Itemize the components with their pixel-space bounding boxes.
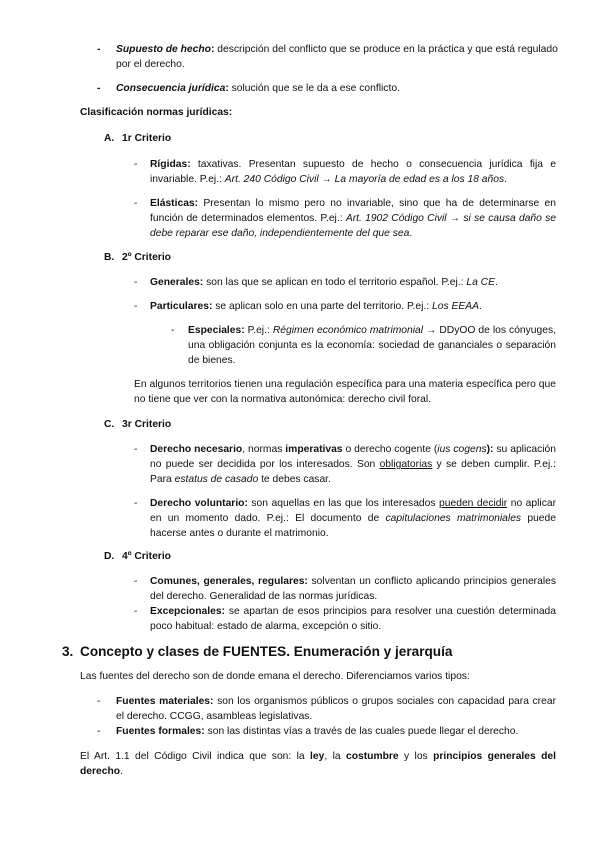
classification-heading: Clasificación normas jurídicas: (80, 107, 233, 118)
criterio-b-note: En algunos territorios tienen una regulación específica para una materia específica pero que no tiene que ver con la normativa autonómica: derecho civil foral. (134, 379, 556, 405)
section-3-number: 3. (62, 644, 74, 659)
bullet-marker: - (134, 301, 138, 312)
section-3-intro: Las fuentes del derecho son de donde emana el derecho. Diferenciamos varios tipos: (80, 671, 470, 682)
item-derecho-voluntario: Derecho voluntario: son aquellas en las que los interesados pueden decidir no aplicar en un momento dado. P.ej.: El documento de capitulaciones matrimoniales puede hacerse antes o durante el matrimonio. (150, 498, 556, 539)
item-rigidas: Rígidas: taxativas. Presentan supuesto de hecho o consecuencia jurídica fija e invariable. P.ej.: Art. 240 Código Civil → La mayoría de edad es a los 18 años. (150, 159, 556, 185)
bullet-text: Supuesto de hecho: descripción del conflicto que se produce en la práctica y que está regulado por el derecho. (116, 44, 558, 70)
item-particulares: Particulares: se aplican solo en una parte del territorio. P.ej.: Los EEAA. (150, 301, 482, 312)
section-3-title: Concepto y clases de FUENTES. Enumeración y jerarquía (80, 644, 453, 659)
bullet-text: Consecuencia jurídica: solución que se le da a ese conflicto. (116, 83, 400, 94)
bullet-marker: - (134, 159, 138, 170)
item-excepcionales: Excepcionales: se apartan de esos principios para resolver una cuestión determinada poco habitual: estado de alarma, excepción o sitio. (150, 606, 556, 632)
bullet-marker: - (134, 444, 138, 455)
item-especiales: Especiales: P.ej.: Régimen económico matrimonial → DDyOO de los cónyuges, una obligación conjunta es la economía: sociedad de gananciales o separación de bienes. (188, 325, 556, 366)
term: Supuesto de hecho (116, 44, 211, 55)
bullet-marker: - (97, 726, 101, 737)
item-derecho-necesario: Derecho necesario, normas imperativas o derecho cogente (ius cogens): su aplicación no puede ser decidida por los interesados. Son obligatorias y se deben cumplir. P.ej.: Para estatus de casado te debes casar. (150, 444, 557, 485)
bullet-marker: - (97, 696, 101, 707)
criterio-d-title: 4º Criterio (122, 551, 171, 562)
item-elasticas: Elásticas: Presentan lo mismo pero no invariable, sino que ha de determinarse en función de determinados elementos. P.ej.: Art. 1902 Código Civil → si se causa daño se debe reparar ese daño, independientemente del que sea. (150, 198, 556, 239)
criterio-b-title: 2º Criterio (122, 252, 171, 263)
item-fuentes-materiales: Fuentes materiales: son los organismos públicos o grupos sociales con capacidad para crear el derecho. CCGG, asambleas legislativas. (116, 696, 556, 722)
criterio-c-title: 3r Criterio (122, 419, 172, 430)
criterio-d-letter: D. (104, 551, 115, 562)
art-1-1-paragraph: El Art. 1.1 del Código Civil indica que son: la ley, la costumbre y los principios generales del derecho. (80, 751, 556, 777)
bullet-marker: - (134, 576, 138, 587)
bullet-marker: - (134, 498, 138, 509)
item-generales: Generales: son las que se aplican en todo el territorio español. P.ej.: La CE. (150, 277, 498, 288)
criterio-c-letter: C. (104, 419, 115, 430)
criterio-a-title: 1r Criterio (122, 133, 172, 144)
criterio-a-letter: A. (104, 133, 115, 144)
bullet-marker: - (134, 606, 138, 617)
bullet-marker: - (97, 83, 101, 94)
item-fuentes-formales: Fuentes formales: son las distintas vías a través de las cuales puede llegar el derecho. (116, 726, 519, 737)
criterio-b-letter: B. (104, 252, 115, 263)
bullet-marker: - (134, 277, 138, 288)
term: Consecuencia jurídica (116, 83, 226, 94)
item-comunes: Comunes, generales, regulares: solventan un conflicto aplicando principios generales del derecho. Generalidad de las normas jurídicas. (150, 576, 556, 602)
bullet-marker: - (171, 325, 175, 336)
bullet-marker: - (134, 198, 138, 209)
bullet-marker: - (97, 44, 101, 55)
